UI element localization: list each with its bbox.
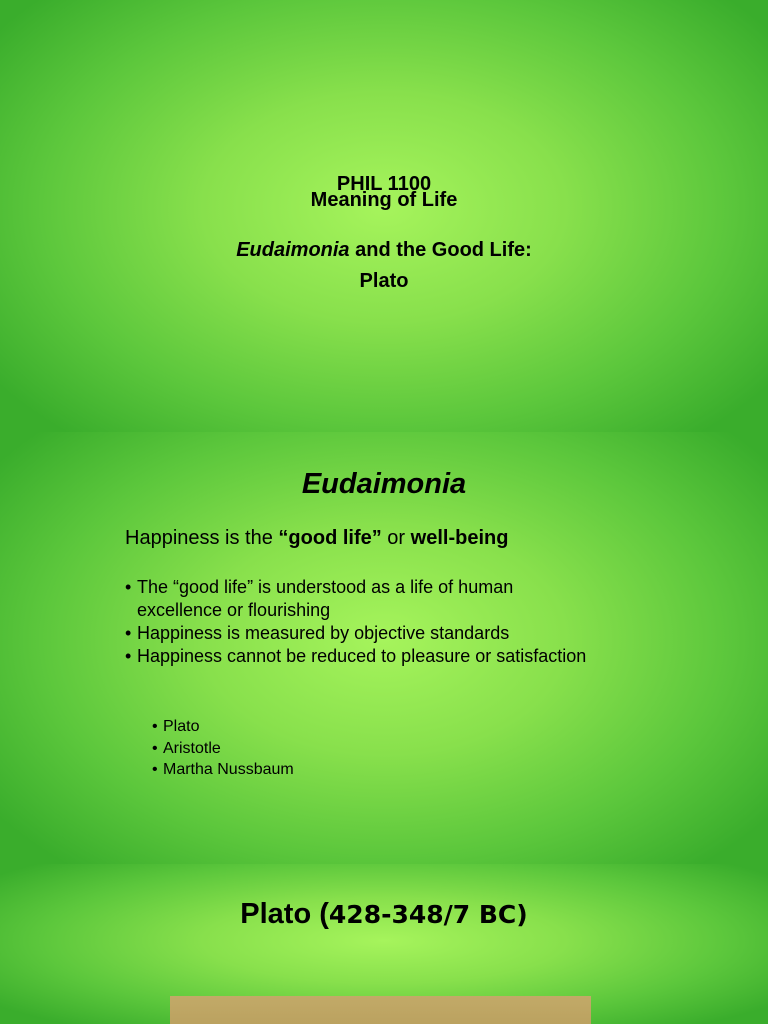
list-item: • Martha Nussbaum (163, 759, 463, 781)
list-item: • Plato (163, 716, 463, 738)
bullet-icon: • (125, 623, 132, 643)
course-code: PHIL 1100 (336, 173, 432, 195)
bullet-icon: • (125, 646, 132, 666)
bullet-icon: • (152, 761, 158, 778)
lead-prefix: Happiness is the (125, 527, 279, 549)
lead-bold-good-life: “good life” (278, 527, 382, 549)
list-item: • The “good life” is understood as a life of human excellence or flourishing (125, 577, 514, 620)
heading-name: Plato ( (240, 898, 329, 930)
lecture-title-rest: and the Good Life: (349, 239, 532, 261)
plato-portrait-image (170, 996, 591, 1024)
list-item: • Happiness cannot be reduced to pleasure or satisfaction (125, 646, 587, 666)
slide-heading (0, 898, 768, 931)
bullet-icon: • (152, 739, 158, 757)
lead-middle: or (381, 527, 411, 549)
slide-eudaimonia (0, 432, 768, 864)
bullet-icon: • (125, 577, 132, 597)
lecture-title (0, 235, 768, 297)
lecture-title-italic: Eudaimonia (236, 239, 350, 261)
slide-title (0, 0, 768, 432)
list-item: • Aristotle (163, 738, 463, 760)
lead-bold-well-being: well-being (410, 527, 509, 549)
bullet-list (125, 576, 587, 668)
lecture-title-line2: Plato (359, 270, 409, 292)
list-item: • Happiness is measured by objective standards (125, 623, 510, 643)
slide-plato (0, 864, 768, 1024)
slide-heading: Eudaimonia (301, 468, 467, 500)
bullet-icon: • (152, 718, 158, 735)
philosopher-list (152, 716, 463, 781)
lead-statement (125, 527, 508, 550)
heading-dates: 428-348/7 BC) (328, 900, 528, 929)
course-title: Meaning of Life (310, 189, 458, 211)
